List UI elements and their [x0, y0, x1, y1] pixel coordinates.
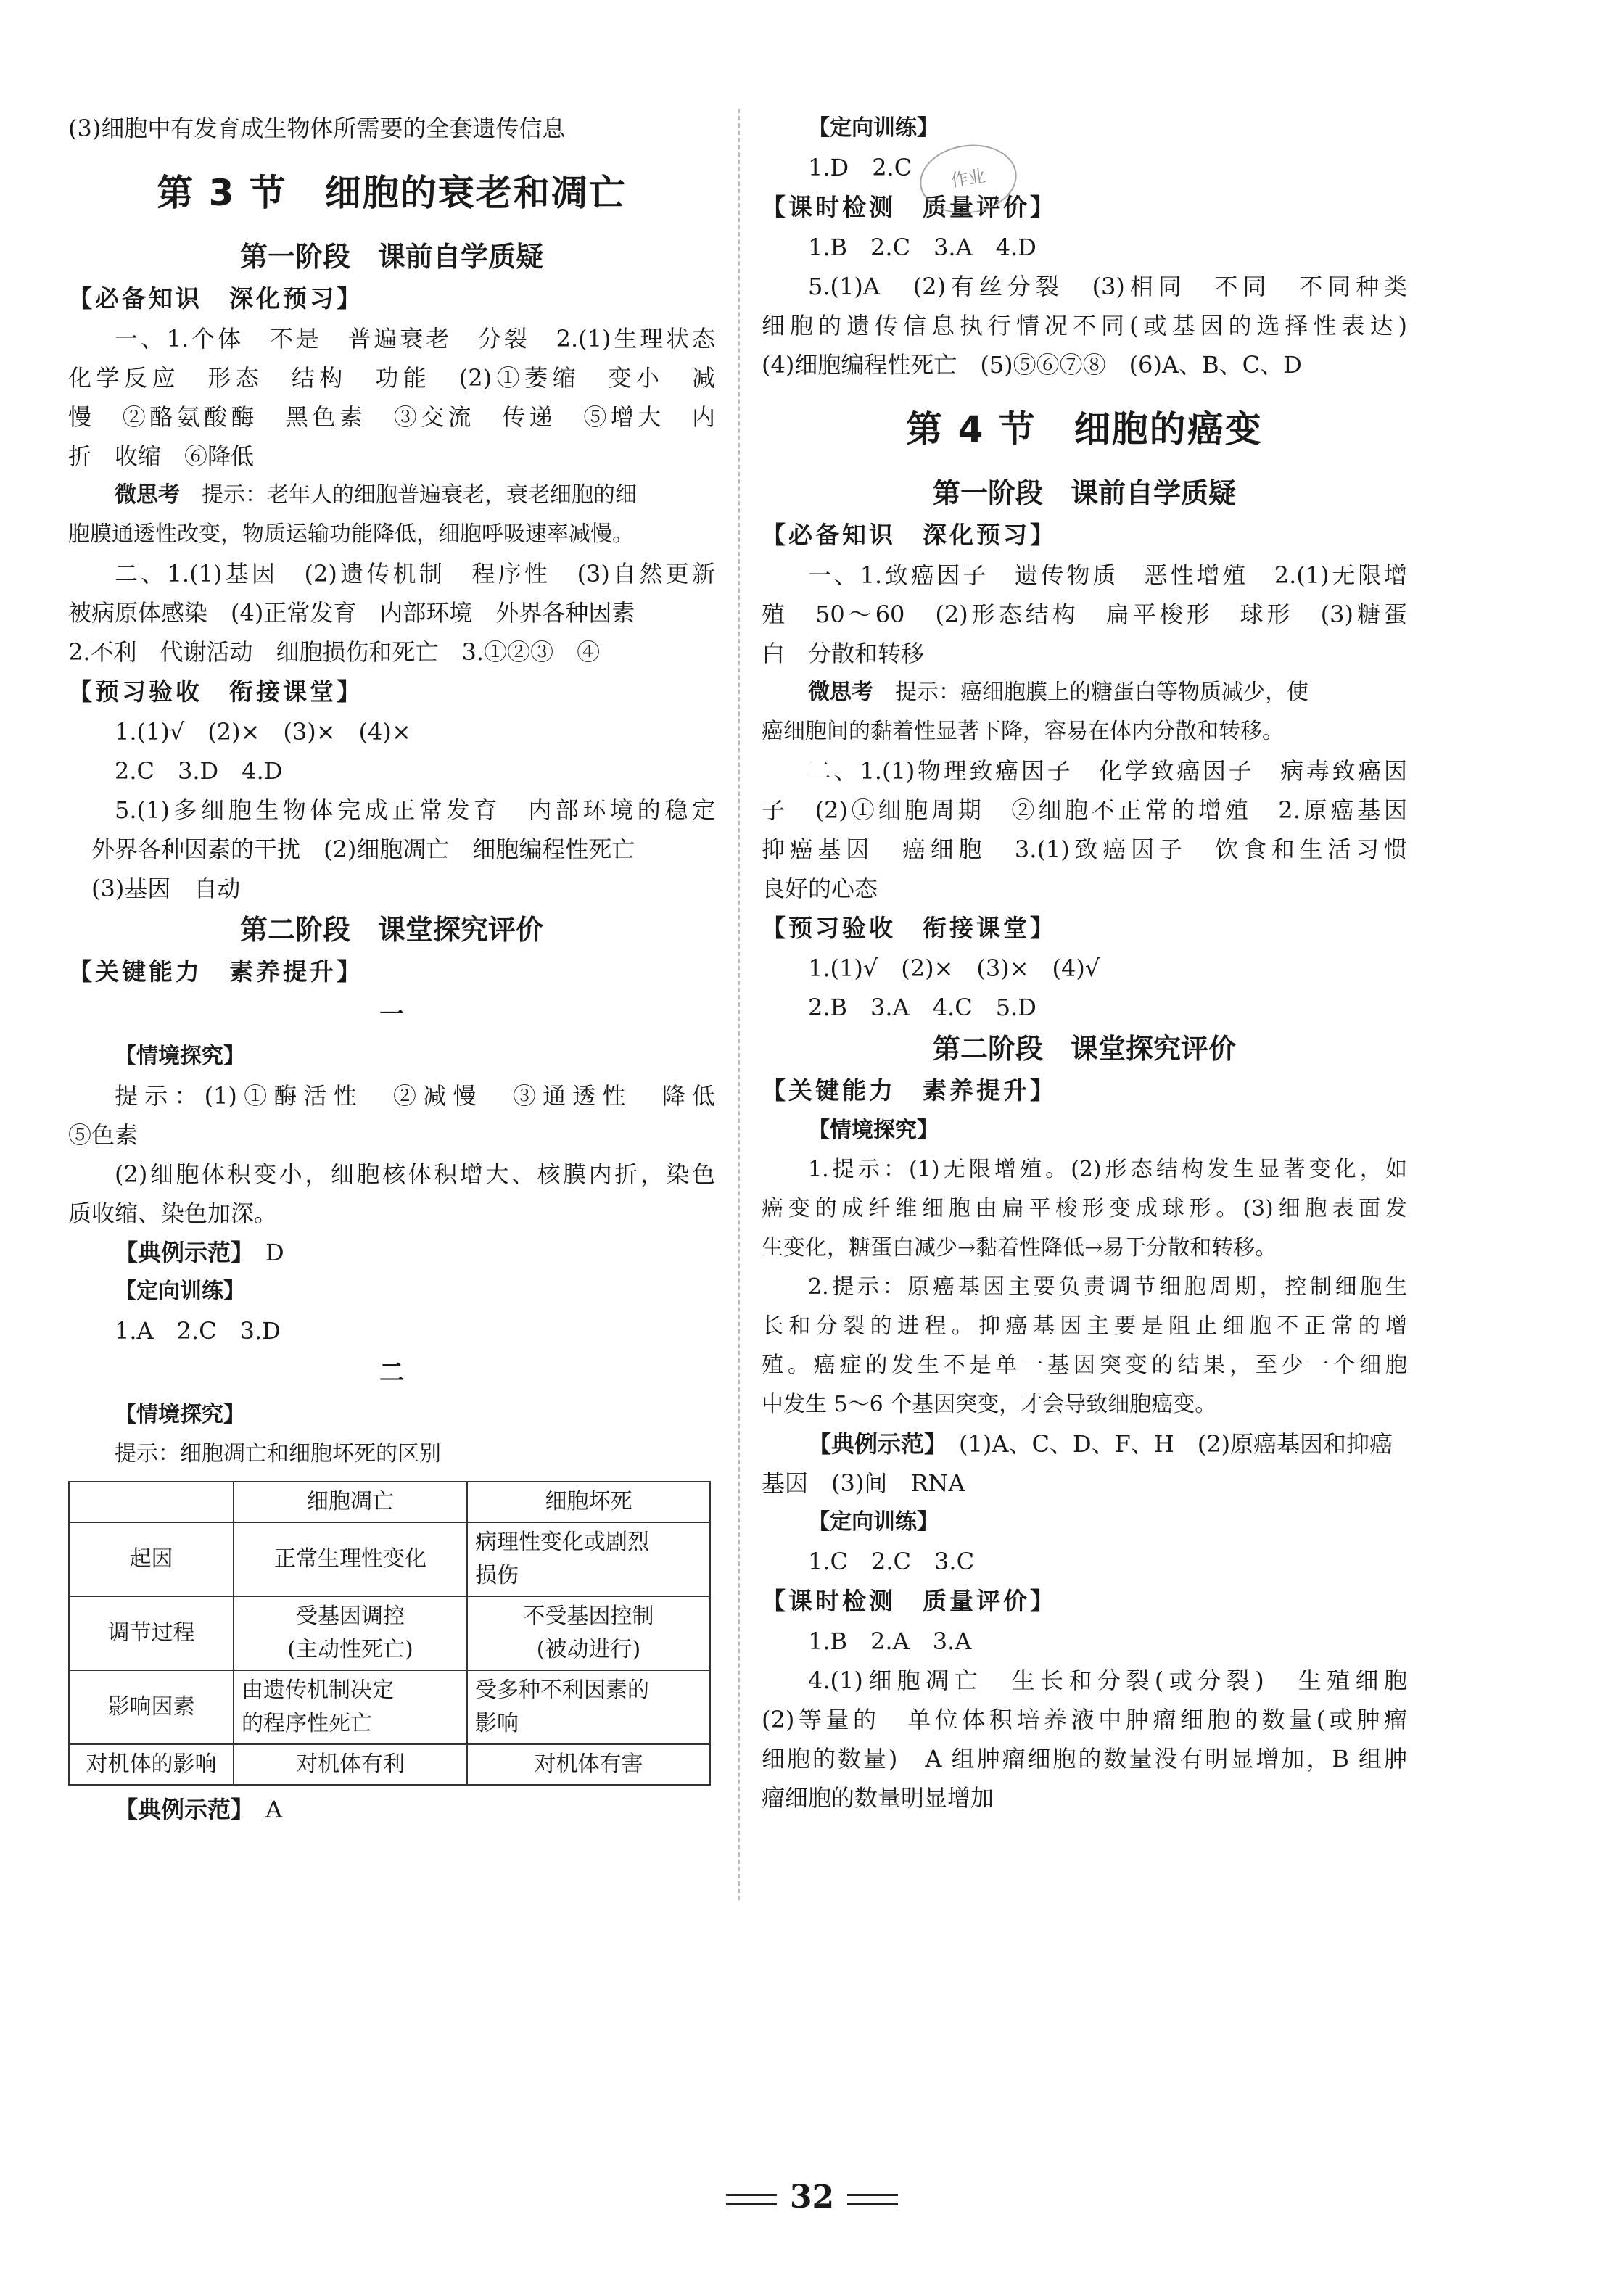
cell-line: 不受基因控制 — [523, 1604, 654, 1629]
text-line: 白 分散和转移 — [762, 640, 925, 667]
text-line: 1.(1)√ (2)× (3)× (4)× — [115, 718, 411, 746]
stage-heading: 第二阶段 课堂探究评价 — [932, 1033, 1236, 1065]
label-heading: 【情境探究】 — [115, 1402, 245, 1427]
table-row — [69, 1596, 710, 1670]
text-line: 抑癌基因 癌细胞 3.(1)致癌因子 饮食和生活习惯 — [762, 835, 1407, 863]
table-cell — [234, 1596, 467, 1670]
cell-line: 病理性变化或剧烈 — [475, 1530, 649, 1555]
table-row — [69, 1670, 710, 1744]
page-footer — [0, 2179, 1624, 2216]
text-line: 折 收缩 ⑥降低 — [68, 442, 255, 470]
example-answer — [762, 1424, 1407, 1464]
text-line: 细胞的数量) A 组肿瘤细胞的数量没有明显增加，B 组肿 — [762, 1745, 1407, 1773]
text-line: 提示：(1)①酶活性 ②减慢 ③通透性 降低 — [115, 1082, 715, 1110]
stage-heading: 第一阶段 课前自学质疑 — [239, 241, 543, 273]
text-line: 中发生 5～6 个基因突变，才会导致细胞癌变。 — [762, 1392, 1217, 1417]
cell-line: 由遗传机制决定 — [242, 1677, 394, 1703]
left-column — [68, 109, 715, 1829]
text-line: 1.D 2.C — [808, 154, 912, 181]
text-line: 5.(1)多细胞生物体完成正常发育 内部环境的稳定 — [115, 796, 715, 824]
table-row — [69, 1744, 710, 1785]
micro-think-text: 提示：老年人的细胞普遍衰老，衰老细胞的细 — [202, 482, 637, 508]
text-line: 良好的心态 — [762, 875, 878, 902]
example-answer-text: A — [265, 1796, 283, 1823]
text-line: 5.(1)A (2)有丝分裂 (3)相同 不同 不同种类 — [808, 273, 1407, 300]
cell-line: 损伤 — [475, 1563, 519, 1588]
bracket-heading: 【课时检测 质量评价】 — [762, 193, 1057, 221]
table-cell — [234, 1670, 467, 1744]
text-line: 长和分裂的进程。抑癌基因主要是阻止细胞不正常的增 — [762, 1313, 1407, 1339]
text-line: 细胞的遗传信息执行情况不同(或基因的选择性表达) — [762, 312, 1407, 339]
text-line: 化学反应 形态 结构 功能 (2)①萎缩 变小 减 — [68, 364, 715, 392]
example-answer — [68, 1790, 715, 1829]
text-line: 殖。癌症的发生不是单一基因突变的结果，至少一个细胞 — [762, 1353, 1407, 1378]
text-line: ⑤色素 — [68, 1121, 139, 1149]
example-label: 【典例示范】 — [115, 1239, 243, 1266]
table-cell: 起因 — [69, 1522, 234, 1596]
label-heading: 【定向训练】 — [115, 1279, 245, 1304]
example-label: 【典例示范】 — [115, 1796, 243, 1823]
label-heading: 【定向训练】 — [808, 115, 939, 141]
text-line: 基因 (3)间 RNA — [762, 1469, 965, 1497]
text-line: 1.(1)√ (2)× (3)× (4)√ — [808, 954, 1100, 982]
text-line: 质收缩、染色加深。 — [68, 1200, 278, 1227]
text-line: 提示：细胞凋亡和细胞坏死的区别 — [115, 1441, 441, 1466]
cell-line: 影响 — [475, 1711, 519, 1736]
text-line: 癌细胞间的黏着性显著下降，容易在体内分散和转移。 — [762, 719, 1284, 744]
text-line: 子 (2)①细胞周期 ②细胞不正常的增殖 2.原癌基因 — [762, 796, 1407, 824]
table-row — [69, 1522, 710, 1596]
bracket-heading: 【课时检测 质量评价】 — [762, 1587, 1057, 1615]
text-line: 2.不利 代谢活动 细胞损伤和死亡 3.①②③ ④ — [68, 638, 601, 666]
micro-think-label: 微思考 — [115, 482, 180, 508]
text-line: 1.A 2.C 3.D — [115, 1317, 281, 1345]
table-header: 细胞坏死 — [467, 1482, 710, 1522]
table-cell — [467, 1670, 710, 1744]
bracket-heading: 【预习验收 衔接课堂】 — [68, 677, 363, 706]
micro-think-text: 提示：癌细胞膜上的糖蛋白等物质减少，使 — [895, 680, 1308, 705]
label-heading: 【情境探究】 — [115, 1044, 245, 1069]
table-cell — [467, 1596, 710, 1670]
micro-think — [762, 673, 1407, 712]
cell-line: 受基因调控 — [296, 1604, 405, 1629]
bracket-heading: 【必备知识 深化预习】 — [762, 521, 1057, 549]
example-answer-text: D — [265, 1239, 284, 1266]
table-cell — [467, 1522, 710, 1596]
text-line: 生变化，糖蛋白减少→黏着性降低→易于分散和转移。 — [762, 1235, 1277, 1260]
bracket-heading: 【预习验收 衔接课堂】 — [762, 914, 1057, 942]
text-line: 2.B 3.A 4.C 5.D — [808, 994, 1036, 1021]
table-cell: 正常生理性变化 — [234, 1522, 467, 1596]
text-line: 二、1.(1)基因 (2)遗传机制 程序性 (3)自然更新 — [115, 560, 715, 587]
text-line: 4.(1)细胞凋亡 生长和分裂(或分裂) 生殖细胞 — [808, 1667, 1407, 1694]
table-header: 细胞凋亡 — [234, 1482, 467, 1522]
table-row — [69, 1482, 710, 1522]
part-number: 一 — [379, 1000, 404, 1029]
table-cell: 调节过程 — [69, 1596, 234, 1670]
section-4-title: 第 4 节 细胞的癌变 — [906, 408, 1263, 450]
bracket-heading: 【必备知识 深化预习】 — [68, 284, 363, 313]
text-line: (3)基因 自动 — [91, 875, 241, 902]
label-heading: 【定向训练】 — [808, 1509, 939, 1535]
right-column — [762, 109, 1407, 1817]
example-answer-text: (1)A、C、D、F、H (2)原癌基因和抑癌 — [959, 1430, 1393, 1458]
text-line: 2.提示：原癌基因主要负责调节细胞周期，控制细胞生 — [808, 1274, 1407, 1300]
text-line: (2)等量的 单位体积培养液中肿瘤细胞的数量(或肿瘤 — [762, 1706, 1407, 1733]
stamp-text: 作业 — [949, 165, 987, 191]
text-line: (4)细胞编程性死亡 (5)⑤⑥⑦⑧ (6)A、B、C、D — [762, 351, 1302, 379]
text-line: 1.提示：(1)无限增殖。(2)形态结构发生显著变化，如 — [808, 1157, 1407, 1182]
text-line: 殖 50～60 (2)形态结构 扁平梭形 球形 (3)糖蛋 — [762, 601, 1407, 628]
text-line: 2.C 3.D 4.D — [115, 757, 283, 785]
cell-line: (主动性死亡) — [287, 1637, 413, 1662]
text-line: 被病原体感染 (4)正常发育 内部环境 外界各种因素 — [68, 599, 635, 627]
stage-heading: 第二阶段 课堂探究评价 — [239, 914, 543, 946]
text-line: 二、1.(1)物理致癌因子 化学致癌因子 病毒致癌因 — [808, 757, 1407, 785]
text-line: 一、1.个体 不是 普遍衰老 分裂 2.(1)生理状态 — [115, 325, 715, 352]
text-line: 慢 ②酪氨酸酶 黑色素 ③交流 传递 ⑤增大 内 — [68, 403, 715, 431]
table-cell — [69, 1482, 234, 1522]
table-cell: 对机体有害 — [467, 1744, 710, 1785]
text-line: 外界各种因素的干扰 (2)细胞凋亡 细胞编程性死亡 — [91, 835, 635, 863]
text-line: 癌变的成纤维细胞由扁平梭形变成球形。(3)细胞表面发 — [762, 1196, 1407, 1221]
cell-line: 受多种不利因素的 — [475, 1677, 649, 1703]
column-divider — [738, 109, 740, 1900]
cell-line: (被动进行) — [536, 1637, 641, 1662]
text-line: 胞膜通透性改变，物质运输功能降低，细胞呼吸速率减慢。 — [68, 521, 634, 547]
footer-dash-icon — [847, 2194, 898, 2205]
text-line: (3)细胞中有发育成生物体所需要的全套遗传信息 — [68, 115, 566, 142]
cell-line: 的程序性死亡 — [242, 1711, 372, 1736]
micro-think-label: 微思考 — [808, 680, 873, 705]
micro-think — [68, 476, 715, 515]
text-line: 1.C 2.C 3.C — [808, 1548, 975, 1575]
comparison-table — [68, 1481, 711, 1786]
table-cell: 影响因素 — [69, 1670, 234, 1744]
footer-dash-icon — [726, 2194, 777, 2205]
page-number: 32 — [789, 2179, 835, 2216]
text-line: 一、1.致癌因子 遗传物质 恶性增殖 2.(1)无限增 — [808, 561, 1407, 589]
section-3-title: 第 3 节 细胞的衰老和凋亡 — [157, 172, 627, 214]
example-label: 【典例示范】 — [808, 1430, 936, 1458]
label-heading: 【情境探究】 — [808, 1118, 939, 1143]
text-line: 1.B 2.A 3.A — [808, 1627, 972, 1655]
stage-heading: 第一阶段 课前自学质疑 — [932, 477, 1236, 509]
text-line: (2)细胞体积变小，细胞核体积增大、核膜内折，染色 — [115, 1160, 715, 1188]
example-answer — [68, 1233, 715, 1272]
bracket-heading: 【关键能力 素养提升】 — [68, 957, 363, 986]
part-number: 二 — [379, 1358, 404, 1387]
text-line: 1.B 2.C 3.A 4.D — [808, 234, 1036, 261]
table-cell: 对机体的影响 — [69, 1744, 234, 1785]
bracket-heading: 【关键能力 素养提升】 — [762, 1076, 1057, 1105]
text-line: 瘤细胞的数量明显增加 — [762, 1784, 994, 1812]
table-cell: 对机体有利 — [234, 1744, 467, 1785]
